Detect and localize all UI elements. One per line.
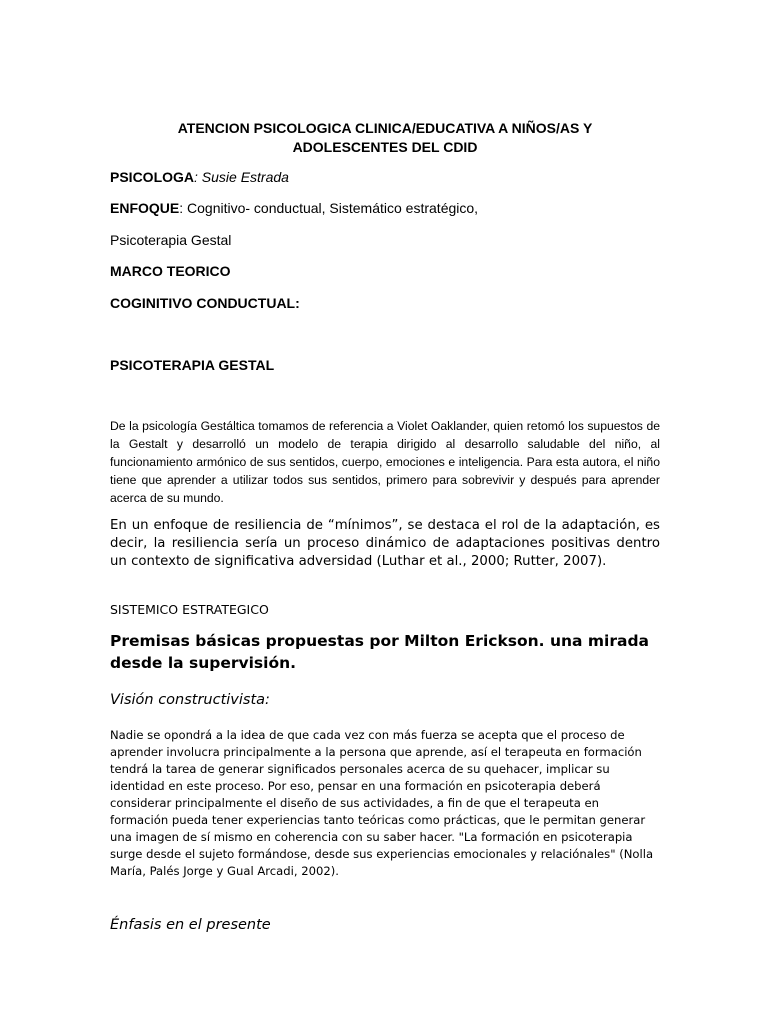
premisas-heading: Premisas básicas propuestas por Milton Erickson. una mirada desde la supervisión. bbox=[110, 632, 650, 672]
enfoque-label: ENFOQUE bbox=[110, 200, 180, 216]
vision-constructivista-paragraph: Nadie se opondrá a la idea de que cada vez con más fuerza se acepta que el proceso de aprender involucra principalmente a la persona que aprende, así el terapeuta en formación tendrá la tarea de generar significados personales acerca de su quehacer, implicar su identidad en este proceso. Por eso, pensar en una formación en psicoterapia deberá considerar principalmente el diseño de sus actividades, a fin de que el terapeuta en formación pueda tener experiencias tanto teóricas como prácticas, que le permitan generar una imagen de sí mismo en coherencia con su saber hacer. "La formación en psicoterapia surge desde el sujeto formándose, desde sus experiencias emocionales y relaciónales" (Nolla María, Palés Jorge y Gual Arcadi, 2002). bbox=[110, 728, 654, 878]
psicologa-line bbox=[110, 168, 660, 186]
gestal-paragraph: De la psicología Gestáltica tomamos de referencia a Violet Oaklander, quien retomó los supuestos de la Gestalt y desarrolló un modelo de terapia dirigido al desarrollo saludable del niño, al funcionamiento armónico de sus sentidos, cuerpo, emociones e inteligencia. Para esta autora, el niño tiene que aprender a utilizar todos sus sentidos, primero para sobrevivir y después para aprender acerca de su mundo. bbox=[110, 419, 660, 505]
psicologa-label: PSICOLOGA bbox=[110, 169, 195, 185]
document-title-line-2: ADOLESCENTES DEL CDID bbox=[292, 139, 478, 155]
vision-constructivista-heading: Visión constructivista: bbox=[110, 692, 270, 708]
psicologa-value: : Susie Estrada bbox=[194, 169, 289, 185]
enfoque-continuation: Psicoterapia Gestal bbox=[110, 232, 232, 248]
enfasis-presente-heading: Énfasis en el presente bbox=[110, 917, 271, 933]
document-title bbox=[110, 119, 660, 157]
marco-teorico-heading: MARCO TEORICO bbox=[110, 263, 231, 279]
enfoque-value: : Cognitivo- conductual, Sistemático estratégico, bbox=[179, 200, 479, 216]
cognitivo-conductual-heading: COGINITIVO CONDUCTUAL: bbox=[110, 295, 300, 311]
psicoterapia-gestal-heading: PSICOTERAPIA GESTAL bbox=[110, 357, 275, 373]
document-title-line-1: ATENCION PSICOLOGICA CLINICA/EDUCATIVA A NIÑOS/AS Y bbox=[177, 120, 593, 136]
sistemico-estrategico-heading: SISTEMICO ESTRATEGICO bbox=[110, 602, 269, 617]
resiliencia-paragraph: En un enfoque de resiliencia de “mínimos”, se destaca el rol de la adaptación, es decir, la resiliencia sería un proceso dinámico de adaptaciones positivas dentro un contexto de significativa adversidad (Luthar et al., 2000; Rutter, 2007). bbox=[110, 518, 660, 569]
enfoque-line bbox=[110, 199, 660, 217]
